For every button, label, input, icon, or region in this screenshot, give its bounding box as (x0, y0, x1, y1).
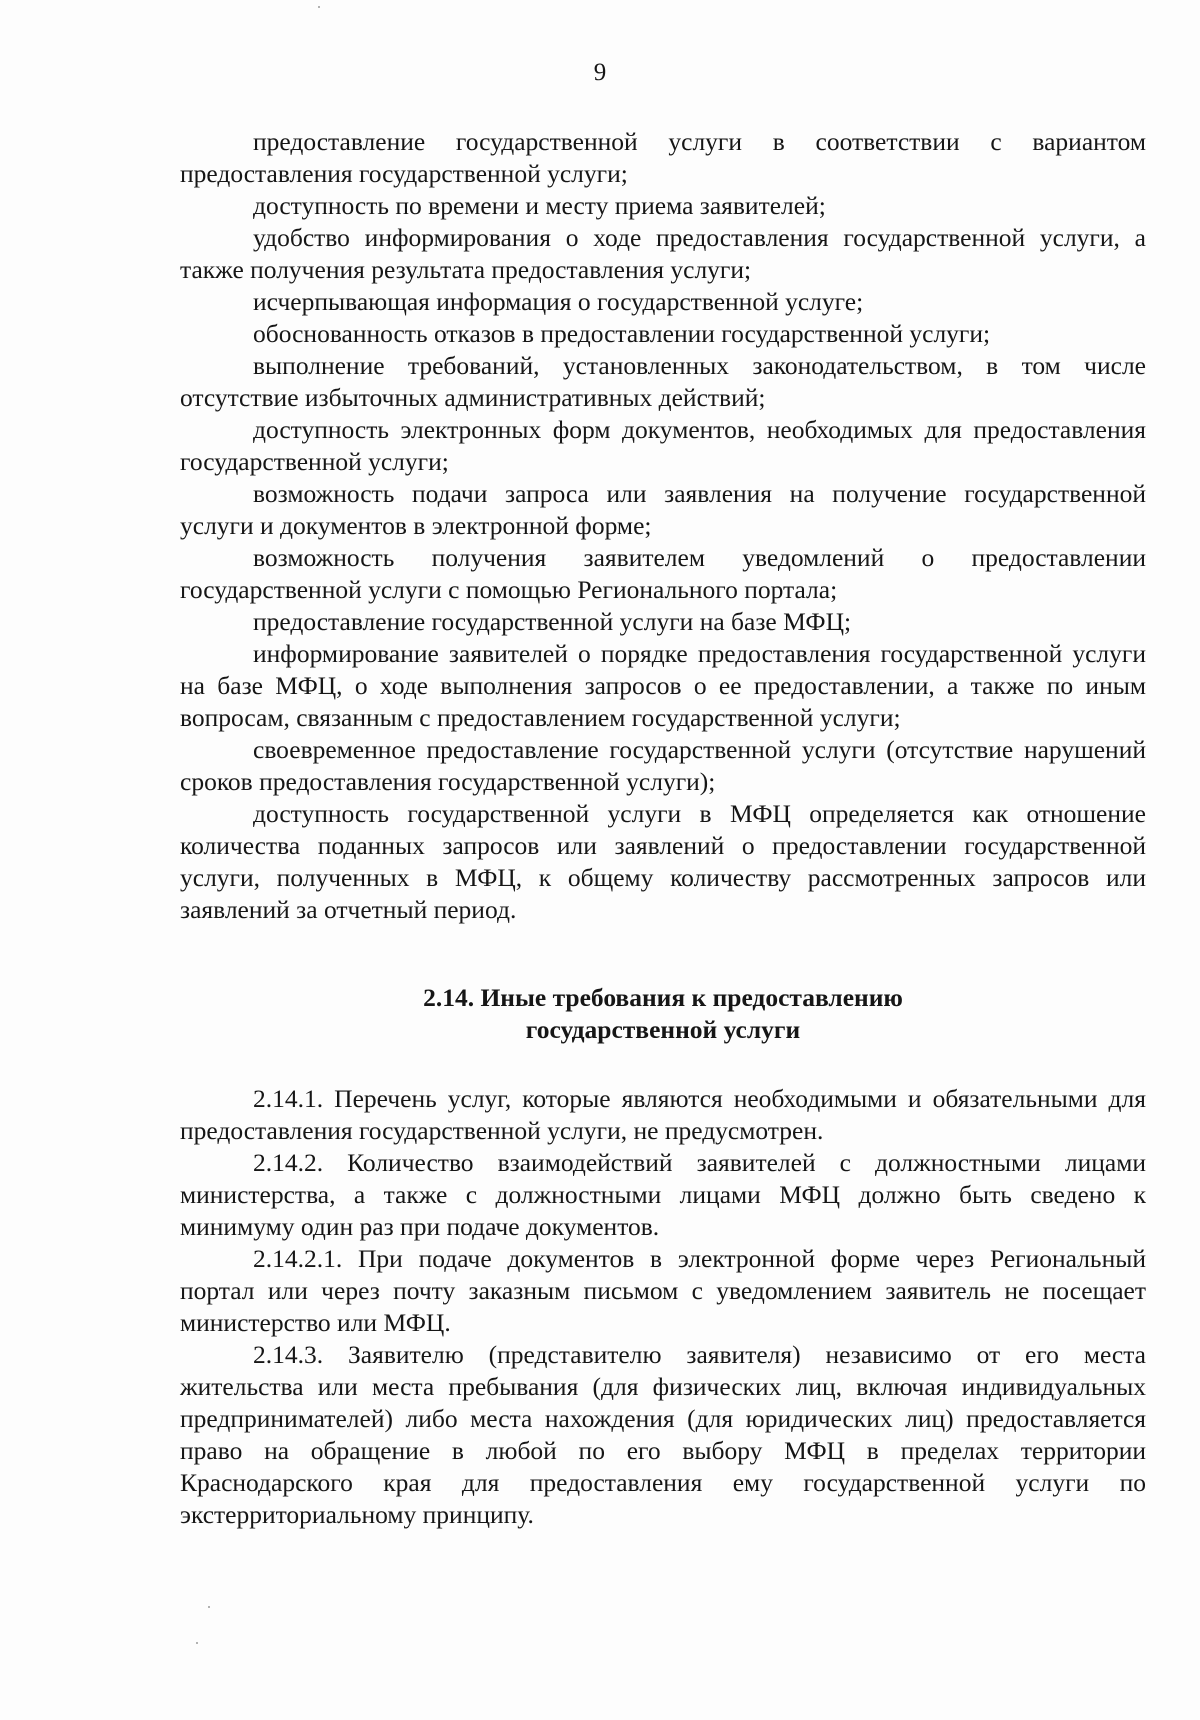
criteria-item: удобство информирования о ходе предоставления государственной услуги, а также получения результата предоставления услуги; (180, 223, 1146, 284)
criteria-item: возможность подачи запроса или заявления на получение государственной услуги и документов в электронной форме; (180, 479, 1146, 540)
criteria-item: исчерпывающая информация о государственной услуге; (253, 287, 864, 316)
subsection-paragraph: 2.14.1. Перечень услуг, которые являются необходимыми и обязательными для предоставления государственной услуги, не предусмотрен. (180, 1084, 1146, 1145)
section-heading (180, 982, 1146, 1046)
criteria-list (180, 126, 1146, 926)
criteria-item: доступность государственной услуги в МФЦ определяется как отношение количества поданных запросов или заявлений о предоставлении государственной услуги, полученных в МФЦ, к общему количеству рассмотренных запросов или заявлений за отчетный период. (180, 799, 1146, 924)
page-number: 9 (593, 59, 607, 86)
criteria-item: предоставление государственной услуги в соответствии с вариантом предоставления государственной услуги; (180, 127, 1146, 188)
scan-speck (318, 6, 320, 8)
criteria-item: возможность получения заявителем уведомлений о предоставлении государственной услуги с помощью Регионального портала; (180, 543, 1146, 604)
criteria-item: доступность по времени и месту приема заявителей; (253, 191, 826, 220)
scan-speck (196, 1642, 198, 1644)
scan-speck (208, 1606, 210, 1608)
subsection-paragraph: 2.14.3. Заявителю (представителю заявителя) независимо от его места жительства или места пребывания (для физических лиц, включая индивидуальных предпринимателей) либо места нахождения (для юридических лиц) предоставляется право на обращение в любой по его выбору МФЦ в пределах территории Краснодарского края для предоставления ему государственной услуги по экстерриториальному принципу. (180, 1340, 1146, 1529)
criteria-item: предоставление государственной услуги на базе МФЦ; (253, 607, 852, 636)
criteria-item: своевременное предоставление государственной услуги (отсутствие нарушений сроков предоставления государственной услуги); (180, 735, 1146, 796)
subsection-paragraph: 2.14.2. Количество взаимодействий заявителей с должностными лицами министерства, а также с должностными лицами МФЦ должно быть сведено к минимуму один раз при подаче документов. (180, 1148, 1146, 1241)
section-heading-line: государственной услуги (525, 1015, 801, 1044)
subsection-list (180, 1083, 1146, 1531)
criteria-item: выполнение требований, установленных законодательством, в том числе отсутствие избыточных административных действий; (180, 351, 1146, 412)
criteria-item: информирование заявителей о порядке предоставления государственной услуги на базе МФЦ, о ходе выполнения запросов о ее предоставлении, а также по иным вопросам, связанным с предоставлением государственной услуги; (180, 639, 1146, 732)
section-heading-line: 2.14. Иные требования к предоставлению (423, 983, 903, 1012)
subsection-paragraph: 2.14.2.1. При подаче документов в электронной форме через Региональный портал или через почту заказным письмом с уведомлением заявитель не посещает министерство или МФЦ. (180, 1244, 1146, 1337)
criteria-item: доступность электронных форм документов, необходимых для предоставления государственной услуги; (180, 415, 1146, 476)
criteria-item: обоснованность отказов в предоставлении государственной услуги; (253, 319, 991, 348)
